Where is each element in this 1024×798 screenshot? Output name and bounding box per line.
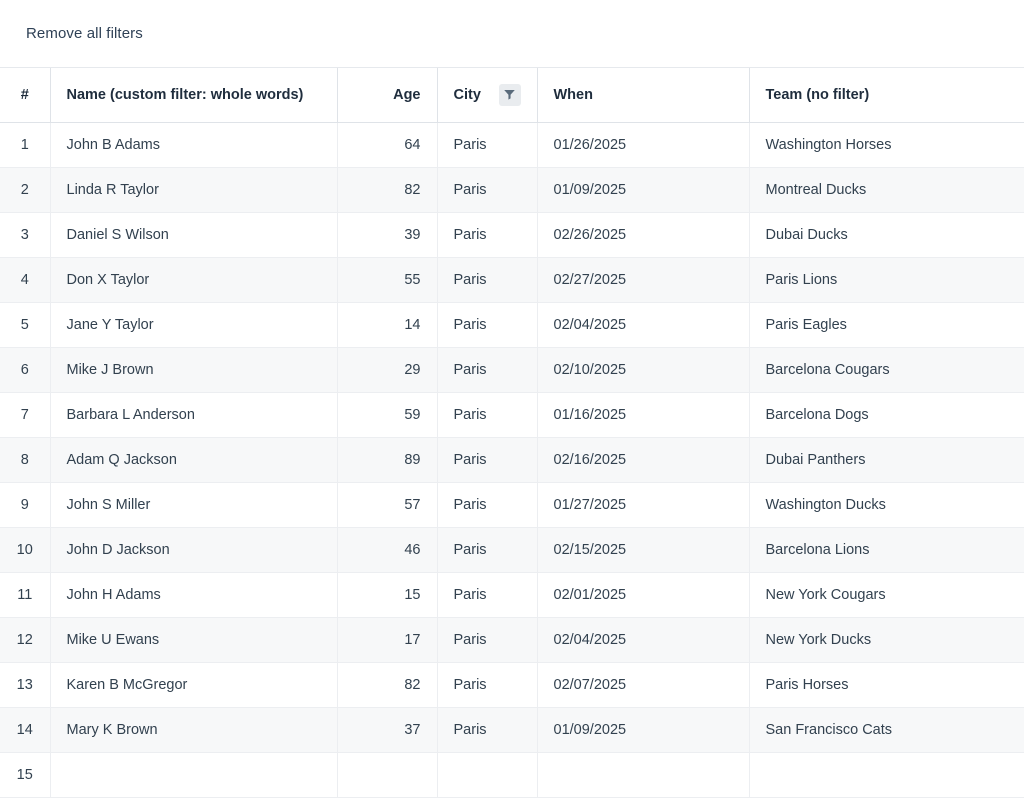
cell-city: Paris [437,617,537,662]
cell-when: 02/01/2025 [537,572,749,617]
cell-age: 89 [337,437,437,482]
cell-city: Paris [437,167,537,212]
cell-team: New York Ducks [749,617,1024,662]
cell-num: 5 [0,302,50,347]
cell-name: John B Adams [50,122,337,167]
cell-age: 29 [337,347,437,392]
column-header-when[interactable] [537,68,749,122]
column-header-name-label: Name (custom filter: whole words) [66,86,304,103]
header-row [0,68,1024,122]
cell-age: 82 [337,167,437,212]
cell-age: 46 [337,527,437,572]
cell-age: 59 [337,392,437,437]
cell-num: 4 [0,257,50,302]
cell-age: 82 [337,662,437,707]
cell-num: 11 [0,572,50,617]
table-row[interactable] [0,167,1024,212]
cell-city: Paris [437,392,537,437]
table-row[interactable] [0,572,1024,617]
data-table [0,68,1024,798]
cell-team: Montreal Ducks [749,167,1024,212]
table-row[interactable] [0,752,1024,797]
cell-city: Paris [437,212,537,257]
table-row[interactable] [0,437,1024,482]
cell-num: 2 [0,167,50,212]
cell-age: 14 [337,302,437,347]
cell-age: 57 [337,482,437,527]
cell-team: Barcelona Cougars [749,347,1024,392]
cell-when: 02/04/2025 [537,617,749,662]
cell-city: Paris [437,437,537,482]
table-row[interactable] [0,527,1024,572]
cell-num: 15 [0,752,50,797]
cell-when: 02/07/2025 [537,662,749,707]
cell-name: Jane Y Taylor [50,302,337,347]
cell-city: Paris [437,257,537,302]
cell-team: Paris Horses [749,662,1024,707]
cell-team: New York Cougars [749,572,1024,617]
cell-name: Linda R Taylor [50,167,337,212]
cell-city: Paris [437,482,537,527]
cell-name: John H Adams [50,572,337,617]
cell-num: 10 [0,527,50,572]
cell-name: Mike J Brown [50,347,337,392]
table-header [0,68,1024,122]
table-row[interactable] [0,212,1024,257]
cell-when: 02/10/2025 [537,347,749,392]
cell-num: 6 [0,347,50,392]
cell-name: Karen B McGregor [50,662,337,707]
cell-name: Daniel S Wilson [50,212,337,257]
cell-when: 01/09/2025 [537,167,749,212]
column-header-city-label: City [453,86,481,103]
cell-name: Mike U Ewans [50,617,337,662]
table-row[interactable] [0,617,1024,662]
cell-age: 15 [337,572,437,617]
cell-age: 64 [337,122,437,167]
cell-city: Paris [437,302,537,347]
table-row[interactable] [0,482,1024,527]
cell-team: Dubai Panthers [749,437,1024,482]
column-header-name[interactable] [50,68,337,122]
column-header-team[interactable] [749,68,1024,122]
cell-num: 1 [0,122,50,167]
cell-team: Dubai Ducks [749,212,1024,257]
cell-team: San Francisco Cats [749,707,1024,752]
cell-name [50,752,337,797]
column-header-age-label: Age [393,86,421,103]
cell-num: 14 [0,707,50,752]
cell-num: 13 [0,662,50,707]
cell-team: Paris Eagles [749,302,1024,347]
cell-name: Adam Q Jackson [50,437,337,482]
cell-age: 39 [337,212,437,257]
cell-name: Don X Taylor [50,257,337,302]
cell-city: Paris [437,347,537,392]
table-row[interactable] [0,257,1024,302]
cell-num: 3 [0,212,50,257]
cell-team: Paris Lions [749,257,1024,302]
remove-all-filters-button[interactable]: Remove all filters [26,25,143,42]
cell-team: Barcelona Dogs [749,392,1024,437]
table-row[interactable] [0,392,1024,437]
cell-when: 02/16/2025 [537,437,749,482]
table-row[interactable] [0,302,1024,347]
table-row[interactable] [0,122,1024,167]
cell-when: 02/26/2025 [537,212,749,257]
column-header-when-label: When [553,86,593,103]
cell-when: 01/16/2025 [537,392,749,437]
filter-funnel-icon[interactable] [499,84,521,106]
cell-city: Paris [437,122,537,167]
cell-when: 01/27/2025 [537,482,749,527]
cell-num: 7 [0,392,50,437]
cell-age: 37 [337,707,437,752]
cell-when: 02/15/2025 [537,527,749,572]
table-row[interactable] [0,707,1024,752]
cell-age [337,752,437,797]
cell-city: Paris [437,572,537,617]
column-header-age[interactable] [337,68,437,122]
cell-when: 01/09/2025 [537,707,749,752]
cell-num: 8 [0,437,50,482]
table-row[interactable] [0,662,1024,707]
cell-city: Paris [437,527,537,572]
cell-when [537,752,749,797]
column-header-num-label: # [20,86,29,103]
cell-num: 12 [0,617,50,662]
cell-when: 02/27/2025 [537,257,749,302]
cell-team: Washington Horses [749,122,1024,167]
table-row[interactable] [0,347,1024,392]
cell-team [749,752,1024,797]
column-header-team-label: Team (no filter) [765,86,870,103]
cell-city: Paris [437,707,537,752]
cell-age: 55 [337,257,437,302]
cell-city [437,752,537,797]
cell-name: Mary K Brown [50,707,337,752]
column-header-num[interactable] [0,68,50,122]
cell-num: 9 [0,482,50,527]
cell-when: 01/26/2025 [537,122,749,167]
column-header-city[interactable] [437,68,537,122]
cell-city: Paris [437,662,537,707]
cell-name: Barbara L Anderson [50,392,337,437]
cell-team: Barcelona Lions [749,527,1024,572]
cell-team: Washington Ducks [749,482,1024,527]
toolbar [0,0,1024,68]
cell-age: 17 [337,617,437,662]
cell-name: John D Jackson [50,527,337,572]
cell-name: John S Miller [50,482,337,527]
table-body [0,122,1024,797]
cell-when: 02/04/2025 [537,302,749,347]
